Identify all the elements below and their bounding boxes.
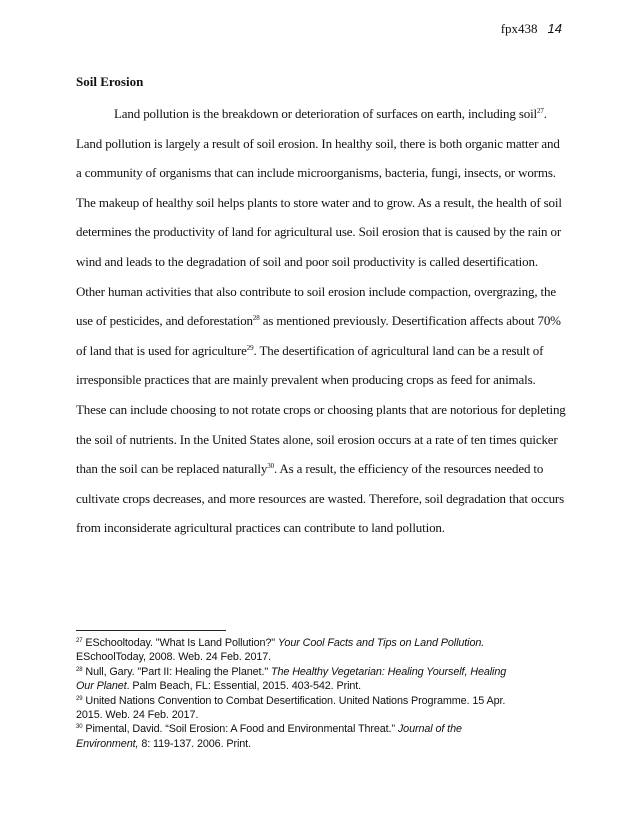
footnote-ref[interactable]: 28 [252,314,260,323]
body-line: the soil of nutrients. In the United States alone, soil erosion occurs at a rate of ten times quicker [76,431,558,447]
body-line: Other human activities that also contribute to soil erosion include compaction, overgrazing, the [76,283,556,299]
footnote-separator [76,630,226,631]
body-line: irresponsible practices that are mainly prevalent when producing crops as feed for animals. [76,372,536,388]
footnote-29-cont: 2015. Web. 24 Feb. 2017. [76,709,199,722]
body-line: from inconsiderate agricultural practices can contribute to land pollution. [76,520,445,536]
footnote-28-cont: Our Planet. Palm Beach, FL: Essential, 2015. 403-542. Print. [76,680,362,693]
footnote-28: $^{28}$ Null, Gary. "Part II: Healing the Planet." The Healthy Vegetarian: Healing Yourself, Healing [76,665,507,678]
footnote-30: $^{30}$ Pimental, David. “Soil Erosion: A Food and Environmental Threat.” Journal of the [76,723,462,736]
body-line: Land pollution is largely a result of soil erosion. In healthy soil, there is both organic matter and [76,135,560,151]
section-heading: Soil Erosion [76,74,144,89]
page-number: 14 [547,21,562,36]
footnote-ref[interactable]: 27 [537,107,544,115]
body-line: of land that is used for agriculture$^{29}$. The desertification of agricultural land can be a result of [76,342,544,358]
footnote-27-cont: ESchoolToday, 2008. Web. 24 Feb. 2017. [76,651,272,664]
footnote-27: $^{27}$ ESchooltoday. "What Is Land Pollution?" Your Cool Facts and Tips on Land Pollution. [76,637,485,649]
body-line: The makeup of healthy soil helps plants to store water and to grow. As a result, the health of soil [76,194,562,210]
body-line: Land pollution is the breakdown or deterioration of surfaces on earth, including soil$^{27}$. [114,106,547,121]
body-line: determines the productivity of land for agricultural use. Soil erosion that is caused by the rain or [76,224,562,240]
body-line: use of pesticides, and deforestation$^{28}$ as mentioned previously. Desertification affects about 70% [76,313,561,329]
body-line: than the soil can be replaced naturally$^{30}$. As a result, the efficiency of the resources needed to [76,461,544,477]
footnote-ref[interactable]: 29 [246,343,254,352]
footnote-ref[interactable]: 30 [267,462,274,471]
body-line: a community of organisms that can include microorganisms, bacteria, fungi, insects, or worms. [76,165,556,181]
footnotes [76,636,566,751]
body-line: wind and leads to the degradation of soil and poor soil productivity is called desertification. [76,253,538,269]
footnote-30-cont: Environment, 8: 119-137. 2006. Print. [76,737,251,750]
footnote-29: $^{29}$ United Nations Convention to Combat Desertification. United Nations Programme. 15 Apr. [76,694,506,707]
body-paragraph [76,99,566,543]
body-line: These can include choosing to not rotate crops or choosing plants that are notorious for depleting [76,401,566,417]
running-title: fpx438 [500,21,538,36]
body-line: cultivate crops decreases, and more resources are wasted. Therefore, soil degradation that occurs [76,490,565,506]
running-head [501,21,562,37]
